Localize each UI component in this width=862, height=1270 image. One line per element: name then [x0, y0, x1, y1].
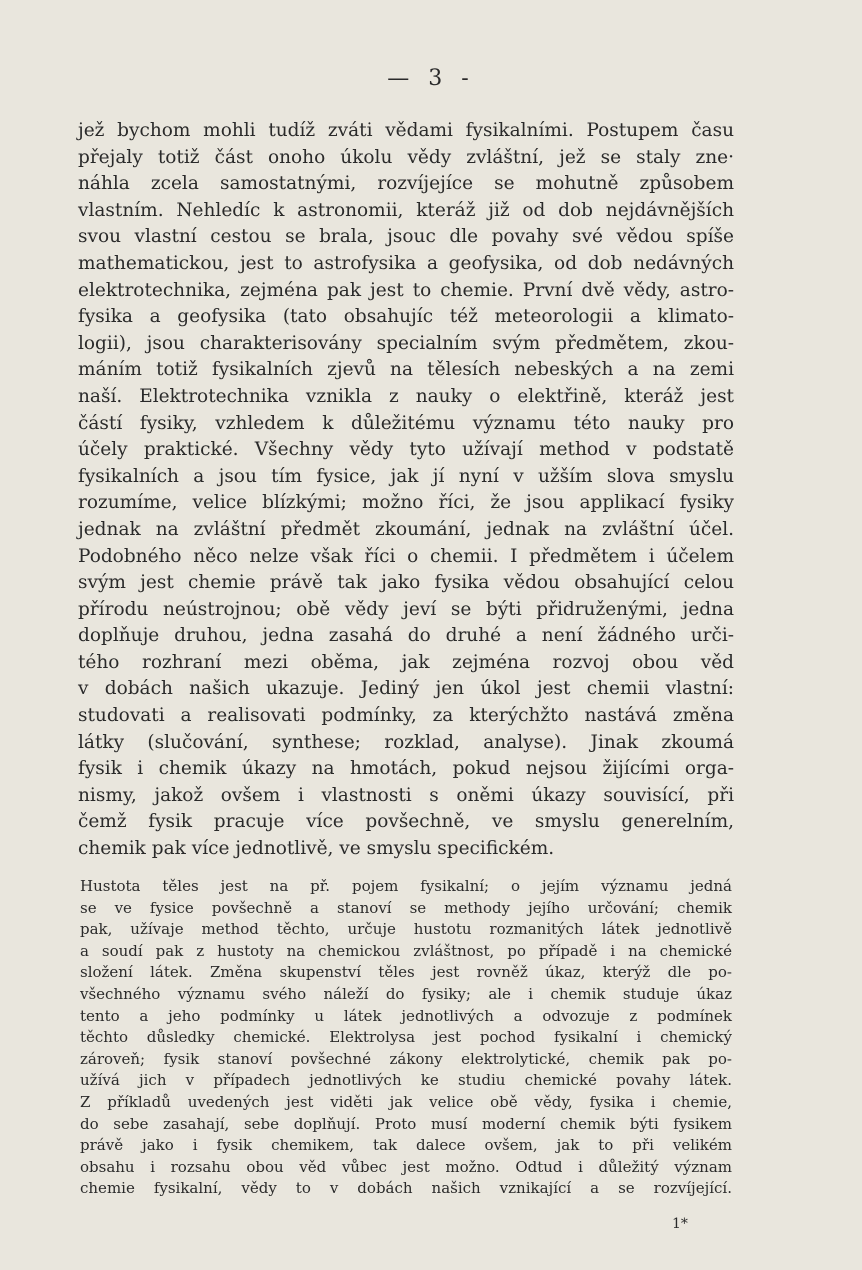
paragraph-line: naší. Elektrotechnika vznikla z nauky o elektřině, kteráž jest — [78, 385, 734, 407]
paragraph-line: mathematickou, jest to astrofysika a geofysika, od dob nedávných — [78, 252, 734, 274]
paragraph-line: látky (slučování, synthese; rozklad, analyse). Jinak zkoumá — [78, 731, 734, 753]
paragraph-line: fysikalních a jsou tím fysice, jak jí nyní v užším slova smyslu — [78, 465, 734, 487]
paragraph-line: náhla zcela samostatnými, rozvíjejíce se mohutně způsobem — [78, 173, 734, 195]
paragraph-line: svou vlastní cestou se brala, jsouc dle povahy své vědou spíše — [78, 226, 734, 248]
paragraph-line: přejaly totiž část onoho úkolu vědy zvláštní, jež se staly zne· — [78, 146, 734, 168]
small-paragraph-line: obsahu i rozsahu obou věd vůbec jest možno. Odtud i důležitý význam — [80, 1157, 732, 1176]
small-paragraph-line: Z příkladů uvedených jest viděti jak velice obě vědy, fysika i chemie, — [80, 1092, 732, 1111]
small-paragraph-line: pak, užívaje method těchto, určuje hustotu rozmanitých látek jednotlivě — [80, 920, 732, 939]
paragraph-line: v dobách našich ukazuje. Jediný jen úkol jest chemii vlastní: — [78, 678, 734, 700]
paragraph-line: fysika a geofysika (tato obsahujíc též meteorologii a klimato- — [78, 306, 734, 328]
paragraph-line: účely praktické. Všechny vědy tyto užívají method v podstatě — [78, 439, 734, 461]
small-paragraph-line: složení látek. Změna skupenství těles jest rovněž úkaz, kterýž dle po- — [80, 963, 732, 982]
paragraph-line: logii), jsou charakterisovány specialním svým předmětem, zkou- — [78, 332, 734, 354]
main-text — [78, 118, 734, 863]
paragraph-line: doplňuje druhou, jedna zasahá do druhé a není žádného urči- — [78, 625, 734, 647]
paragraph-line: přírodu neústrojnou; obě vědy jeví se býti přidruženými, jedna — [78, 598, 734, 620]
small-paragraph-line: a soudí pak z hustoty na chemickou zvláštnost, po případě i na chemické — [80, 941, 732, 960]
small-paragraph-line: Hustota těles jest na př. pojem fysikalní; o jejím významu jedná — [80, 877, 732, 895]
signature-mark: 1* — [672, 1216, 688, 1232]
paragraph-line: nismy, jakož ovšem i vlastnosti s oněmi úkazy souvisící, při — [78, 784, 734, 806]
paragraph-line: máním totiž fysikalních zjevů na tělesích nebeských a na zemi — [78, 359, 734, 381]
paragraph-line: chemik pak více jednotlivě, ve smyslu specifickém. — [78, 838, 555, 860]
small-paragraph-line: chemie fysikalní, vědy to v dobách našich vznikající a se rozvíjející. — [80, 1179, 732, 1198]
small-paragraph-line: těchto důsledky chemické. Elektrolysa jest pochod fysikalní i chemický — [80, 1028, 732, 1047]
paragraph-line: fysik i chemik úkazy na hmotách, pokud nejsou žijícími orga- — [78, 758, 734, 780]
paragraph-line: elektrotechnika, zejména pak jest to chemie. První dvě vědy, astro- — [78, 279, 734, 301]
paragraph-line: jednak na zvláštní předmět zkoumání, jednak na zvláštní účel. — [78, 518, 734, 540]
paragraph-line: vlastním. Nehledíc k astronomii, kteráž již od dob nejdávnějších — [78, 199, 734, 221]
paragraph-line: čemž fysik pracuje více povšechně, ve smyslu generelním, — [78, 811, 734, 833]
paragraph-line: Podobného něco nelze však říci o chemii. I předmětem i účelem — [78, 545, 734, 567]
paragraph-line: rozumíme, velice blízkými; možno říci, že jsou applikací fysiky — [78, 492, 734, 514]
small-paragraph-line: se ve fysice povšechně a stanoví se methody jejího určování; chemik — [80, 898, 732, 917]
paragraph-line: svým jest chemie právě tak jako fysika vědou obsahující celou — [78, 572, 734, 594]
small-paragraph-line: tento a jeho podmínky u látek jednotlivých a odvozuje z podmínek — [80, 1006, 732, 1025]
small-paragraph-line: zároveň; fysik stanoví povšechné zákony elektrolytické, chemik pak po- — [80, 1049, 732, 1068]
small-paragraph-line: všechného významu svého náleží do fysiky; ale i chemik studuje úkaz — [80, 984, 732, 1003]
footnote-text — [80, 876, 732, 1200]
small-paragraph-line: do sebe zasahají, sebe doplňují. Proto musí moderní chemik býti fysikem — [80, 1114, 732, 1133]
paragraph-line: částí fysiky, vzhledem k důležitému významu této nauky pro — [78, 412, 734, 434]
small-paragraph-line: právě jako i fysik chemikem, tak dalece ovšem, jak to při velikém — [80, 1136, 732, 1155]
paragraph-line: tého rozhraní mezi oběma, jak zejména rozvoj obou věd — [78, 651, 734, 673]
paragraph-line: studovati a realisovati podmínky, za kterýchžto nastává změna — [78, 705, 734, 727]
page-number: — 3 - — [387, 66, 475, 91]
paragraph-line: jež bychom mohli tudíž zváti vědami fysikalními. Postupem času — [78, 120, 734, 141]
small-paragraph-line: užívá jich v případech jednotlivých ke studiu chemické povahy látek. — [80, 1071, 732, 1090]
